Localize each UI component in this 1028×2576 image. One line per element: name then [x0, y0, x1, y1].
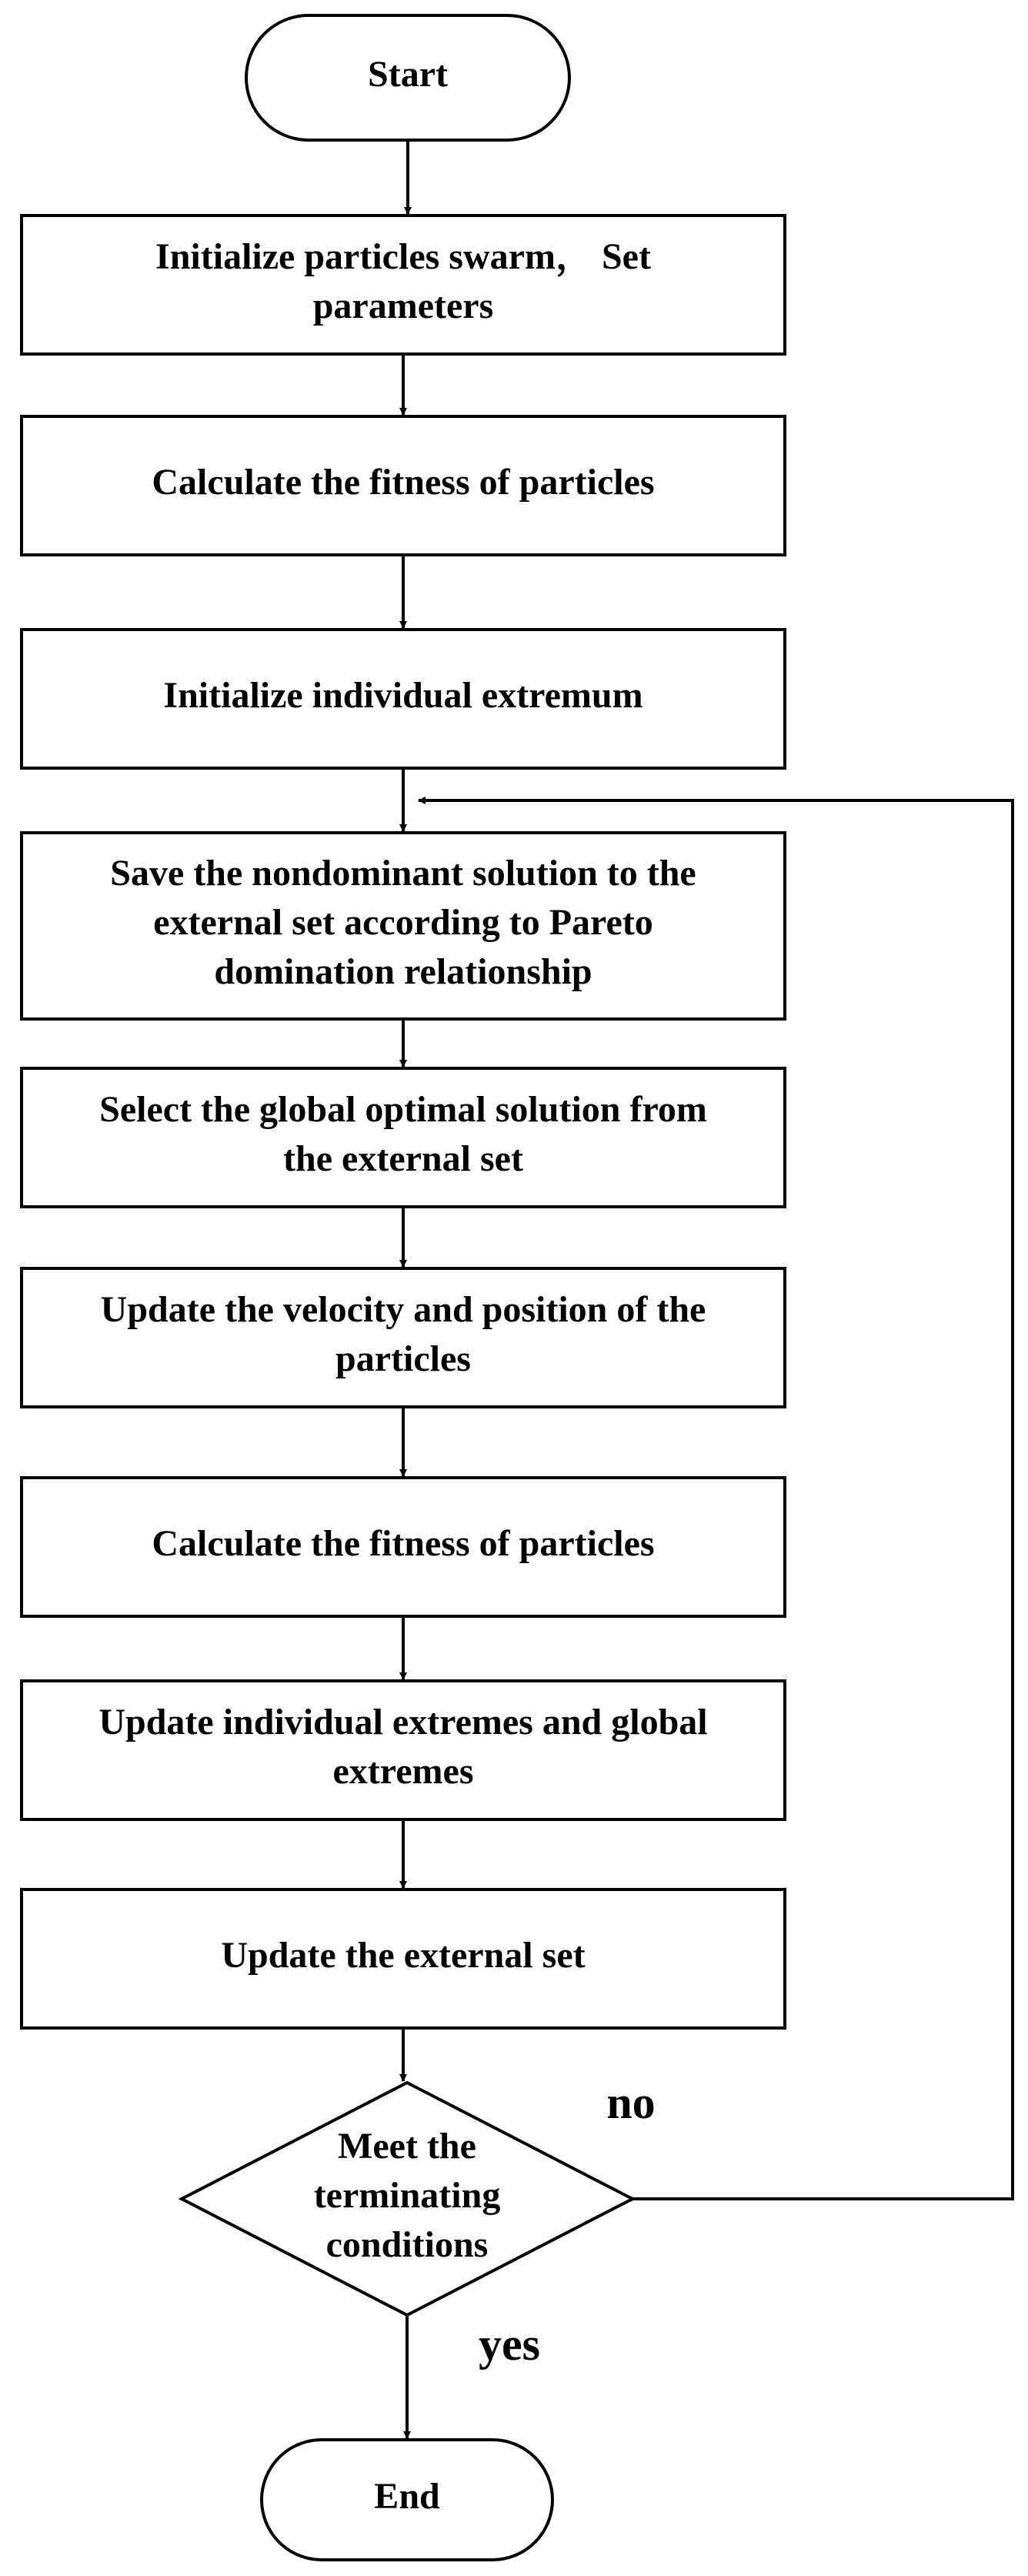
node-calc-fitness-1: [22, 416, 785, 555]
node-end: [262, 2440, 552, 2560]
node-start: [246, 15, 569, 140]
node-init-swarm: [22, 216, 785, 354]
node-label-line: Calculate the fitness of particles: [152, 462, 655, 503]
node-label-line: Update individual extremes and global: [98, 1702, 708, 1743]
node-label-line: conditions: [325, 2224, 489, 2266]
node-terminate-check: [182, 2083, 632, 2315]
node-label-line: terminating: [313, 2175, 501, 2217]
node-save-nondominant: [22, 833, 785, 1019]
node-label-line: external set according to Pareto: [153, 902, 653, 944]
node-calc-fitness-2: [22, 1478, 785, 1616]
node-label-line: Initialize individual extremum: [163, 675, 643, 717]
node-label-line: Update the external set: [221, 1935, 586, 1976]
node-update-velocity: [22, 1268, 785, 1407]
node-label-line: Calculate the fitness of particles: [152, 1523, 655, 1565]
node-label-line: particles: [335, 1338, 471, 1380]
node-label-line: Meet the: [338, 2126, 476, 2167]
node-update-external: [22, 1889, 785, 2028]
node-label-line: Update the velocity and position of the: [100, 1289, 706, 1331]
node-label-line: Select the global optimal solution from: [99, 1089, 707, 1131]
node-init-extremum: [22, 630, 785, 768]
node-label-line: Initialize particles swarm， Set: [155, 236, 651, 278]
no-branch-label: no: [606, 2077, 656, 2128]
node-label-line: parameters: [312, 286, 494, 327]
node-label-line: the external set: [283, 1138, 523, 1180]
node-select-global: [22, 1068, 785, 1207]
node-label-line: Save the nondominant solution to the: [110, 853, 696, 894]
node-update-extremes: [22, 1681, 785, 1819]
node-label-line: End: [374, 2476, 440, 2518]
yes-branch-label: yes: [479, 2318, 540, 2370]
node-label-line: domination relationship: [214, 951, 592, 993]
node-label-line: Start: [368, 54, 448, 95]
node-label-line: extremes: [332, 1751, 474, 1793]
